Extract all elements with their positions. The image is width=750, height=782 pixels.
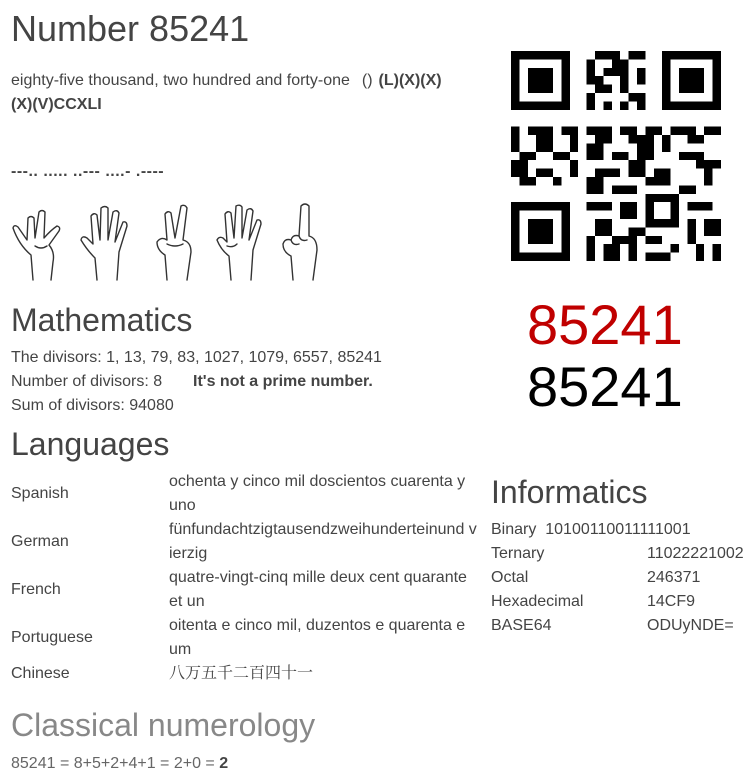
numerology-heading: Classical numerology	[11, 707, 316, 743]
info-label: Ternary	[491, 545, 545, 562]
page-title: Number 85241	[11, 8, 250, 49]
words-paren: ()	[361, 72, 373, 89]
language-value: 八万五千二百四十一	[169, 665, 314, 682]
morse-code: ---.. ..... ..--- ....- .----	[11, 163, 165, 180]
languages-heading: Languages	[11, 426, 170, 462]
info-label: Hexadecimal	[491, 593, 584, 610]
words-text: eighty-five thousand, two hundred and forty-one	[11, 72, 350, 89]
numerology-result: 2	[219, 755, 229, 772]
numerology-calculation	[11, 752, 228, 776]
language-name: German	[11, 533, 69, 550]
language-name: Spanish	[11, 485, 69, 502]
language-value: fünfundachtzigtausendzweihunderteinund vierzig	[169, 521, 477, 562]
roman-numeral-line2: (X)(V)CCXLI	[11, 96, 102, 113]
info-row-binary	[491, 521, 691, 539]
finger-counting-hands-icon	[11, 200, 331, 282]
number-display-red: 85241	[527, 293, 683, 356]
language-name: Chinese	[11, 665, 70, 682]
qr-code-icon	[511, 51, 721, 261]
number-display-black: 85241	[527, 355, 683, 418]
language-value: ochenta y cinco mil doscientos cuarenta y uno	[169, 473, 466, 514]
sum-of-divisors: Sum of divisors: 94080	[11, 397, 174, 414]
mathematics-heading: Mathematics	[11, 302, 193, 338]
info-value: 11022221002	[647, 545, 744, 562]
language-name: Portuguese	[11, 629, 93, 646]
info-value: 246371	[647, 569, 701, 586]
info-label: BASE64	[491, 617, 552, 634]
language-value: oitenta e cinco mil, duzentos e quarenta e um	[169, 617, 466, 658]
info-value: 10100110011111001	[545, 521, 691, 538]
language-value: quatre-vingt-cinq mille deux cent quarante et un	[169, 569, 467, 610]
number-of-divisors: Number of divisors: 8	[11, 373, 163, 390]
language-name: French	[11, 581, 61, 598]
info-label: Binary	[491, 521, 537, 538]
numerology-formula: 85241 = 8+5+2+4+1 = 2+0 =	[11, 755, 220, 772]
divisors-text: The divisors: 1, 13, 79, 83, 1027, 1079, 6557, 85241	[11, 349, 382, 366]
info-value: 14CF9	[647, 593, 696, 610]
number-words	[11, 69, 471, 117]
informatics-heading: Informatics	[491, 474, 648, 510]
info-value: ODUyNDE=	[647, 617, 734, 634]
info-label: Octal	[491, 569, 529, 586]
prime-status: It's not a prime number.	[193, 373, 373, 390]
roman-numeral-line1: (L)(X)(X)	[378, 72, 442, 89]
